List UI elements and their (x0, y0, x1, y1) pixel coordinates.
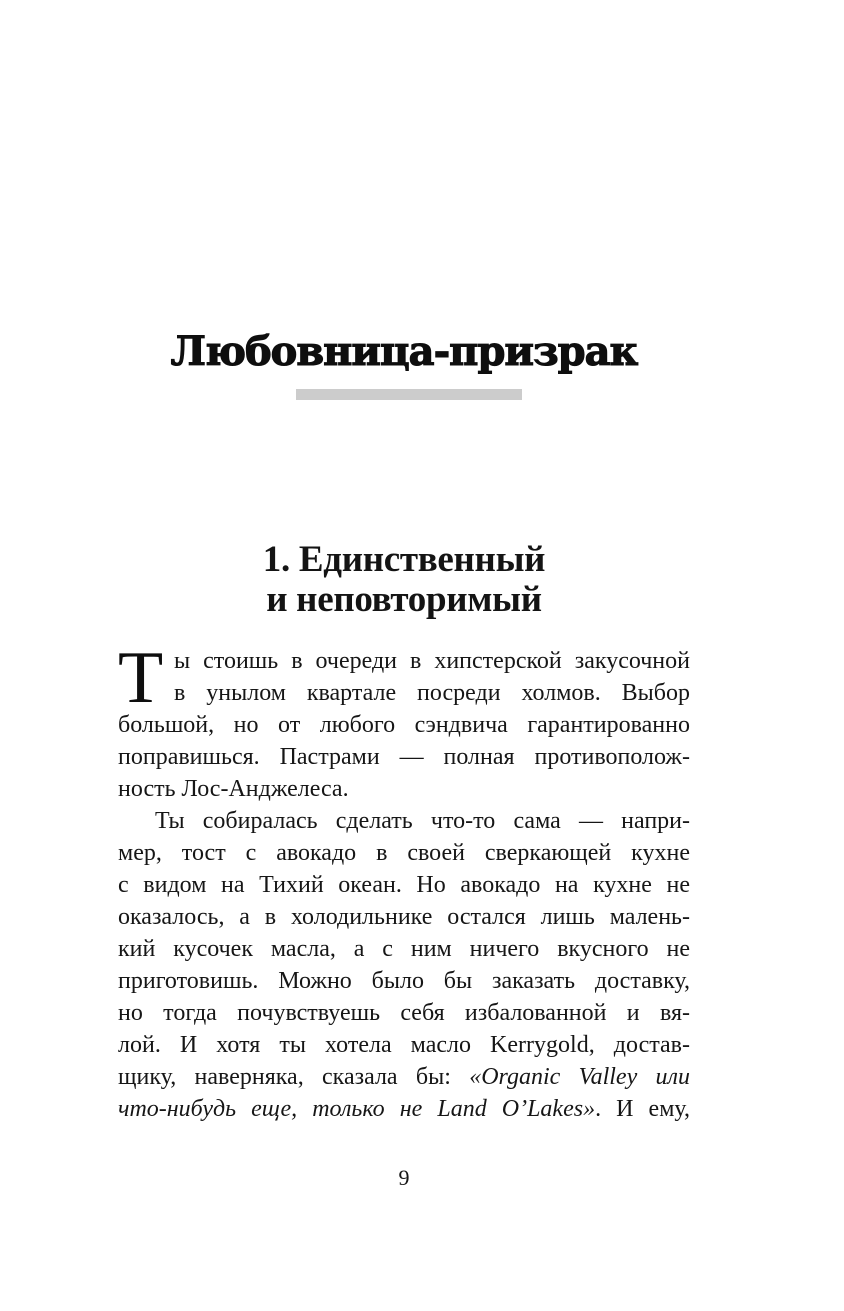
body-line (118, 1093, 690, 1125)
body-line (118, 837, 690, 869)
paragraph (118, 637, 690, 805)
body-text-segment: Ты собиралась сделать что-то сама — напри- (155, 808, 690, 834)
body-line (118, 965, 690, 997)
body-text-segment: поправишься. Пастрами — полная противополож- (118, 744, 690, 770)
title-ornament-bar (296, 389, 522, 400)
chapter-heading (118, 540, 690, 620)
body-line (118, 869, 690, 901)
body-line (118, 1029, 690, 1061)
body-line (118, 901, 690, 933)
italic-text: что-нибудь еще, только не Land O’Lakes» (118, 1096, 596, 1122)
body-line (118, 645, 690, 677)
chapter-heading-line-2: и неповторимый (266, 579, 542, 620)
body-text-segment: но тогда почувствуешь себя избалованной и вя- (118, 1000, 690, 1026)
body-line (118, 709, 690, 741)
body-text-segment: большой, но от любого сэндвича гарантированно (118, 712, 690, 738)
body-text-segment: оказалось, а в холодильнике остался лишь малень- (118, 904, 690, 930)
body-text-segment: мер, тост с авокадо в своей сверкающей кухне (118, 840, 690, 866)
page-number: 9 (398, 1165, 410, 1190)
body-text-segment: ы стоишь в очереди в хипстерской закусочной (174, 648, 690, 674)
body-text-segment: лой. И хотя ты хотела масло Kerrygold, достав- (118, 1032, 690, 1058)
body-text-segment: . И ему, (595, 1096, 690, 1122)
body-text-segment: ность Лос-Анджелеса. (118, 776, 349, 802)
chapter-heading-line-1: 1. Единственный (262, 539, 546, 580)
body-text-segment: щику, наверняка, сказала бы: (118, 1064, 470, 1090)
body-line (118, 741, 690, 773)
body-text-segment: приготовишь. Можно было бы заказать доставку, (118, 968, 690, 994)
body-text-segment: в унылом квартале посреди холмов. Выбор (174, 680, 690, 706)
body-line (118, 773, 690, 805)
body-text-segment: кий кусочек масла, а с ним ничего вкусного не (118, 936, 690, 962)
body-line (118, 805, 690, 837)
italic-text: «Organic Valley или (469, 1064, 690, 1090)
body-line (118, 1061, 690, 1093)
body-text-segment: с видом на Тихий океан. Но авокадо на кухне не (118, 872, 690, 898)
body-line (118, 933, 690, 965)
body-line (118, 997, 690, 1029)
body-line (118, 677, 690, 709)
drop-cap: Т (118, 637, 164, 719)
paragraph (118, 805, 690, 1125)
book-title: Любовница-призрак (170, 328, 638, 375)
body-text (118, 637, 690, 1125)
